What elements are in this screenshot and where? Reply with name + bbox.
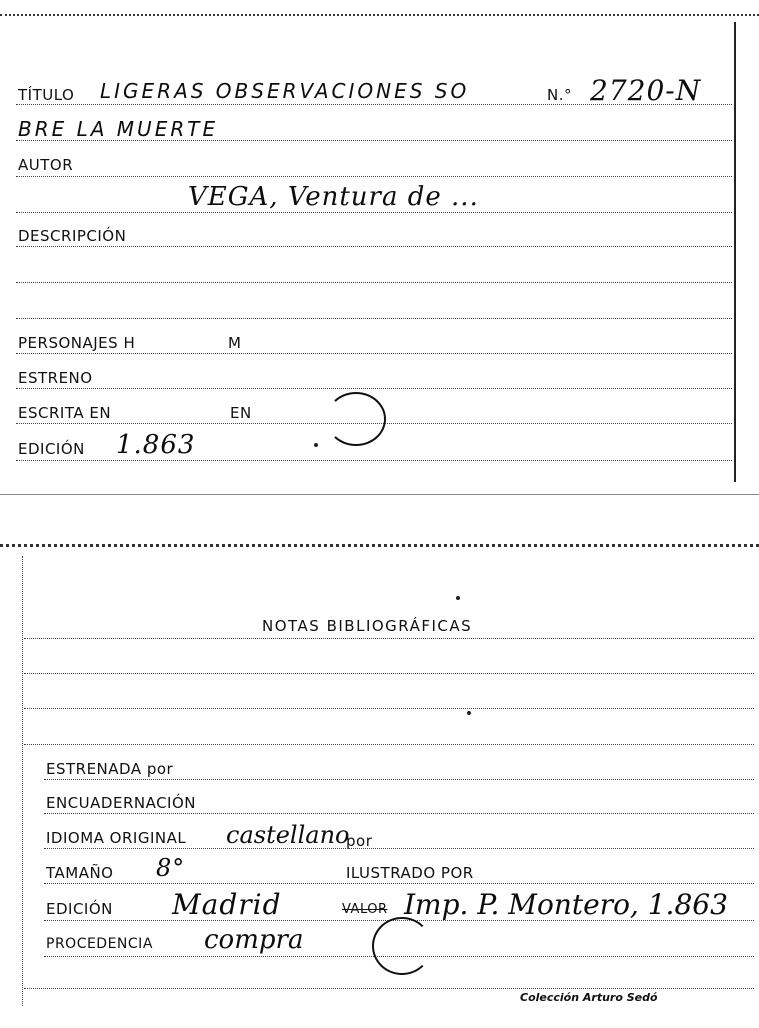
- autor-rule-2: [16, 212, 732, 213]
- bottom-rule: [24, 988, 754, 989]
- card-right-border: [734, 22, 736, 482]
- personajes-m-label: M: [228, 334, 242, 352]
- autor-value: VEGA, Ventura de ...: [188, 182, 479, 212]
- descripcion-label: DESCRIPCIÓN: [18, 227, 127, 245]
- edicion-label: EDICIÓN: [46, 900, 113, 918]
- edicion-value: 1.863: [116, 430, 196, 460]
- personajes-rule: [16, 353, 732, 354]
- punch-hole: [326, 392, 386, 446]
- edicion-rule: [16, 460, 732, 461]
- encuadernacion-label: ENCUADERNACIÓN: [46, 794, 197, 812]
- estreno-rule: [16, 388, 732, 389]
- personajes-label: PERSONAJES H: [18, 334, 136, 352]
- notas-rule-1: [24, 638, 754, 639]
- idioma-por-label: por: [346, 832, 373, 850]
- autor-rule: [16, 176, 732, 177]
- tamano-label: TAMAÑO: [46, 864, 114, 882]
- speck: [467, 711, 471, 715]
- encuadernacion-rule: [44, 813, 754, 814]
- titulo-value-line2: BRE LA MUERTE: [18, 117, 219, 141]
- card-separator: [0, 494, 759, 495]
- procedencia-value: compra: [204, 925, 304, 955]
- card-top-edge: [0, 14, 759, 16]
- notas-rule-3: [24, 708, 754, 709]
- ilustrado-label: ILUSTRADO POR: [346, 864, 474, 882]
- autor-label: AUTOR: [18, 156, 74, 174]
- numero-label: N.°: [547, 86, 572, 104]
- titulo-label: TÍTULO: [18, 86, 75, 104]
- edicion-label: EDICIÓN: [18, 440, 85, 458]
- speck: [314, 443, 318, 447]
- procedencia-label: PROCEDENCIA: [46, 936, 153, 952]
- idioma-value: castellano: [226, 821, 350, 849]
- titulo-rule-2: [16, 140, 732, 141]
- descripcion-rule-3: [16, 318, 732, 319]
- tamano-value: 8°: [156, 854, 186, 882]
- idioma-rule: [44, 848, 754, 849]
- valor-value: Imp. P. Montero, 1.863: [404, 888, 728, 921]
- card-top-edge: [0, 544, 759, 547]
- idioma-label: IDIOMA ORIGINAL: [46, 829, 187, 847]
- catalog-card-front: [0, 0, 759, 495]
- estrenada-rule: [44, 779, 754, 780]
- card-left-border: [22, 556, 23, 1006]
- titulo-value-line1: LIGERAS OBSERVACIONES SO: [100, 79, 470, 103]
- edicion-value: Madrid: [172, 888, 282, 921]
- numero-value: 2720-N: [590, 74, 702, 107]
- estreno-label: ESTRENO: [18, 369, 93, 387]
- catalog-card-back: [0, 512, 759, 1028]
- notas-title: NOTAS BIBLIOGRÁFICAS: [262, 617, 473, 635]
- en-label: EN: [230, 404, 252, 422]
- notas-rule-2: [24, 673, 754, 674]
- punch-hole: [372, 917, 432, 975]
- valor-label: VALOR: [342, 902, 388, 917]
- descripcion-rule: [16, 246, 732, 247]
- speck: [456, 596, 460, 600]
- escrita-en-label: ESCRITA EN: [18, 404, 112, 422]
- tamano-rule: [44, 883, 754, 884]
- estrenada-label: ESTRENADA por: [46, 760, 174, 778]
- notas-rule-4: [24, 744, 754, 745]
- descripcion-rule-2: [16, 282, 732, 283]
- coleccion-stamp: Colección Arturo Sedó: [520, 991, 658, 1004]
- titulo-rule: [16, 104, 732, 105]
